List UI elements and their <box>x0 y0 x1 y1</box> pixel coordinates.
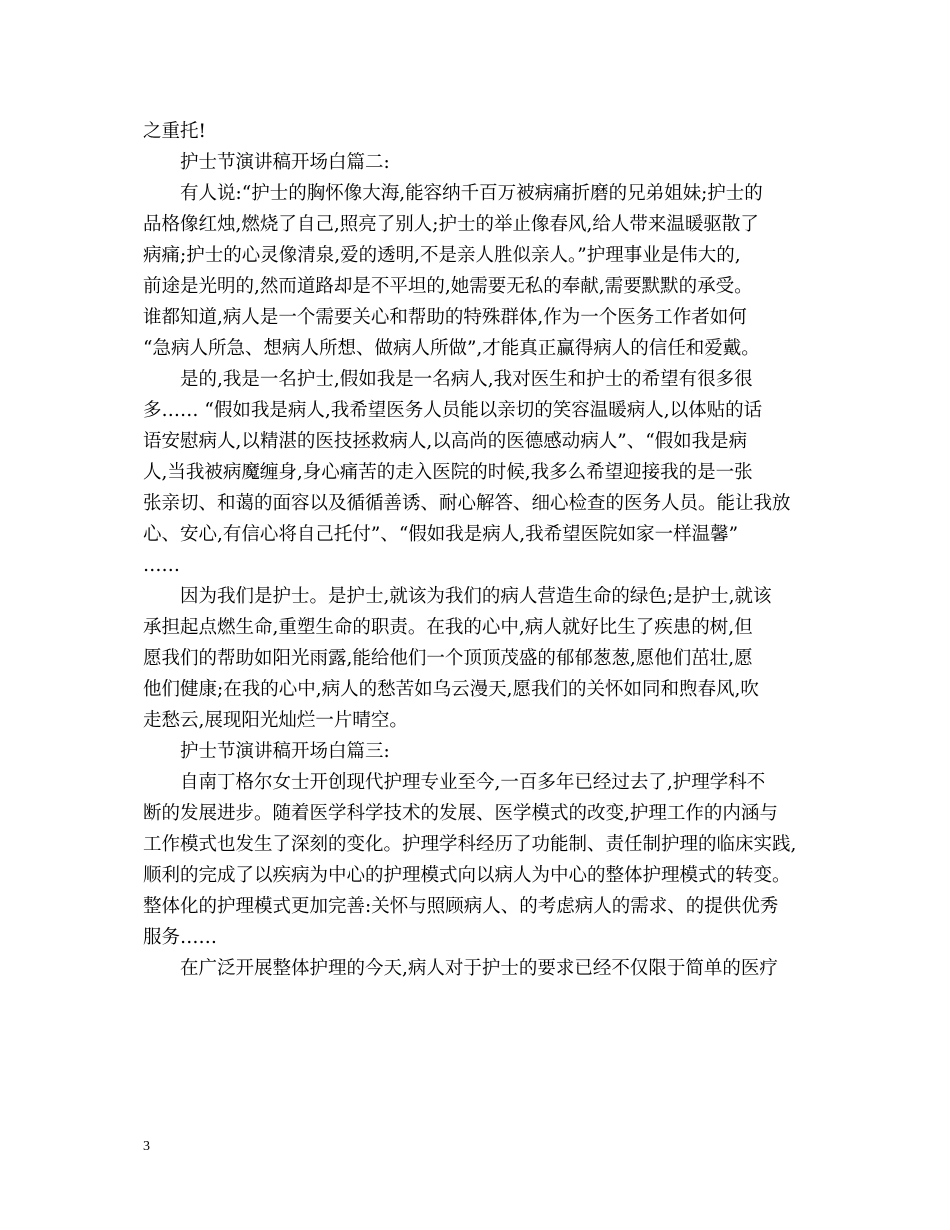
text-line: 服务…… <box>143 927 218 948</box>
text-line: 工作模式也发生了深刻的变化。护理学科经历了功能制、责任制护理的临床实践, <box>143 834 797 855</box>
text-line: 心、安心,有信心将自己托付”、“假如我是病人,我希望医院如家一样温馨” <box>143 524 739 545</box>
text-line: 断的发展进步。随着医学科学技术的发展、医学模式的改变,护理工作的内涵与 <box>143 803 778 824</box>
text-line: 多…… “假如我是病人,我希望医务人员能以亲切的笑容温暖病人,以体贴的话 <box>143 400 763 421</box>
text-line: 人,当我被病魔缠身,身心痛苦的走入医院的时候,我多么希望迎接我的是一张 <box>143 462 753 483</box>
text-line: 是的,我是一名护士,假如我是一名病人,我对医生和护士的希望有很多很 <box>180 369 753 390</box>
text-line: 有人说:“护士的胸怀像大海,能容纳千百万被病痛折磨的兄弟姐妹;护士的 <box>180 183 763 204</box>
text-line: …… <box>143 555 180 576</box>
text-line: 因为我们是护士。是护士,就该为我们的病人营造生命的绿色;是护士,就该 <box>180 586 772 607</box>
text-line: 自南丁格尔女士开创现代护理专业至今,一百多年已经过去了,护理学科不 <box>180 772 766 793</box>
text-line: 护士节演讲稿开场白篇三: <box>180 741 390 762</box>
text-line: 承担起点燃生命,重塑生命的职责。在我的心中,病人就好比生了疾患的树,但 <box>143 617 753 638</box>
text-line: 之重托! <box>143 121 206 142</box>
text-line: 在广泛开展整体护理的今天,病人对于护士的要求已经不仅限于简单的医疗 <box>180 958 778 979</box>
text-line: “急病人所急、想病人所想、做病人所做”,才能真正赢得病人的信任和爱戴。 <box>143 338 760 359</box>
text-line: 顺利的完成了以疾病为中心的护理模式向以病人为中心的整体护理模式的转变。 <box>143 865 791 886</box>
text-line: 语安慰病人,以精湛的医技拯救病人,以高尚的医德感动病人”、“假如我是病 <box>143 431 748 452</box>
text-line: 病痛;护士的心灵像清泉,爱的透明,不是亲人胜似亲人。”护理事业是伟大的, <box>143 245 741 266</box>
text-line: 品格像红烛,燃烧了自己,照亮了别人;护士的举止像春风,给人带来温暖驱散了 <box>143 214 759 235</box>
document-body <box>143 116 817 984</box>
text-line: 前途是光明的,然而道路却是不平坦的,她需要无私的奉献,需要默默的承受。 <box>143 276 753 297</box>
text-line: 愿我们的帮助如阳光雨露,能给他们一个顶顶茂盛的郁郁葱葱,愿他们茁壮,愿 <box>143 648 753 669</box>
text-line: 张亲切、和蔼的面容以及循循善诱、耐心解答、细心检查的医务人员。能让我放 <box>143 493 791 514</box>
text-line: 整体化的护理模式更加完善:关怀与照顾病人、的考虑病人的需求、的提供优秀 <box>143 896 779 917</box>
text-line: 走愁云,展现阳光灿烂一片晴空。 <box>143 710 408 731</box>
text-line: 护士节演讲稿开场白篇二: <box>180 152 390 173</box>
text-line: 谁都知道,病人是一个需要关心和帮助的特殊群体,作为一个医务工作者如何 <box>143 307 747 328</box>
page-number: 3 <box>143 1139 150 1154</box>
text-line: 他们健康;在我的心中,病人的愁苦如乌云漫天,愿我们的关怀如同和煦春风,吹 <box>143 679 759 700</box>
